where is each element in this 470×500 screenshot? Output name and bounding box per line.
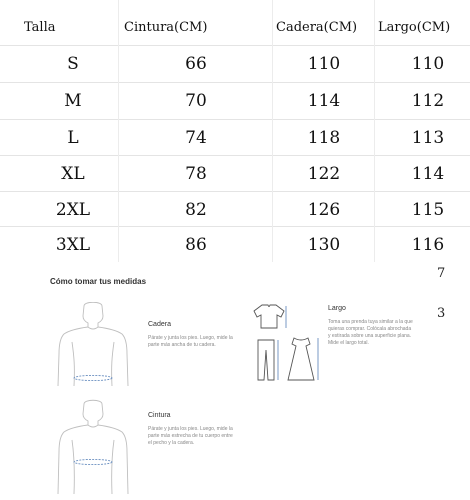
- cell-talla: XL: [61, 164, 85, 184]
- column-divider: [272, 0, 273, 262]
- column-divider: [118, 0, 119, 262]
- label-largo: Largo: [328, 305, 346, 312]
- cell-cintura: 74: [185, 128, 207, 148]
- header-cadera: Cadera(CM): [276, 20, 358, 35]
- header-cintura: Cintura(CM): [124, 20, 208, 35]
- table-row: [0, 226, 470, 264]
- cell-talla: S: [67, 54, 79, 74]
- desc-cadera: Párate y junta los pies. Luego, mide la parte más ancha de tu cadera.: [148, 335, 233, 348]
- cell-talla: L: [67, 128, 79, 148]
- guide-title: Cómo tomar tus medidas: [50, 277, 147, 286]
- header-largo: Largo(CM): [378, 20, 451, 35]
- desc-largo: Toma una prenda tuya similar a la que quieras comprar. Colócala abrochada y estirada sobre una superficie plana. Mide el largo total.: [328, 319, 413, 346]
- cell-talla: 3XL: [55, 235, 91, 255]
- hip-figure-icon: [48, 302, 138, 386]
- cell-cadera: 126: [307, 200, 341, 220]
- cell-cintura: 78: [185, 164, 207, 184]
- cell-cintura: 70: [185, 91, 207, 111]
- cell-cadera: 114: [307, 91, 341, 111]
- cell-largo: 116: [411, 235, 445, 255]
- header-talla: Talla: [24, 20, 56, 35]
- cell-talla: 2XL: [55, 200, 91, 220]
- table-row: [0, 45, 470, 83]
- cell-cadera: 110: [307, 54, 341, 74]
- edge-glyph: 7: [437, 266, 446, 281]
- cell-talla: M: [64, 91, 82, 111]
- cell-largo: 110: [411, 54, 445, 74]
- cell-cintura: 82: [185, 200, 207, 220]
- column-divider: [374, 0, 375, 262]
- table-row: [0, 82, 470, 120]
- label-cadera: Cadera: [148, 321, 171, 328]
- cell-cintura: 66: [185, 54, 207, 74]
- cell-largo: 114: [411, 164, 445, 184]
- table-row: [0, 119, 470, 157]
- desc-cintura: Párate y junta los pies. Luego, mide la parte más estrecha de tu cuerpo entre el pecho y la cadera.: [148, 426, 233, 446]
- cell-largo: 113: [411, 128, 445, 148]
- measurement-guide: [0, 262, 470, 500]
- cell-cadera: 118: [307, 128, 341, 148]
- cell-cadera: 130: [307, 235, 341, 255]
- edge-glyph: 3: [437, 306, 446, 321]
- table-header-row: [0, 11, 470, 44]
- label-cintura: Cintura: [148, 412, 171, 419]
- table-row: [0, 155, 470, 193]
- cell-largo: 112: [411, 91, 445, 111]
- cell-cadera: 122: [307, 164, 341, 184]
- waist-figure-icon: [48, 398, 138, 494]
- cell-largo: 115: [411, 200, 445, 220]
- cell-cintura: 86: [185, 235, 207, 255]
- table-row: [0, 191, 470, 229]
- garments-figure-icon: [252, 302, 326, 382]
